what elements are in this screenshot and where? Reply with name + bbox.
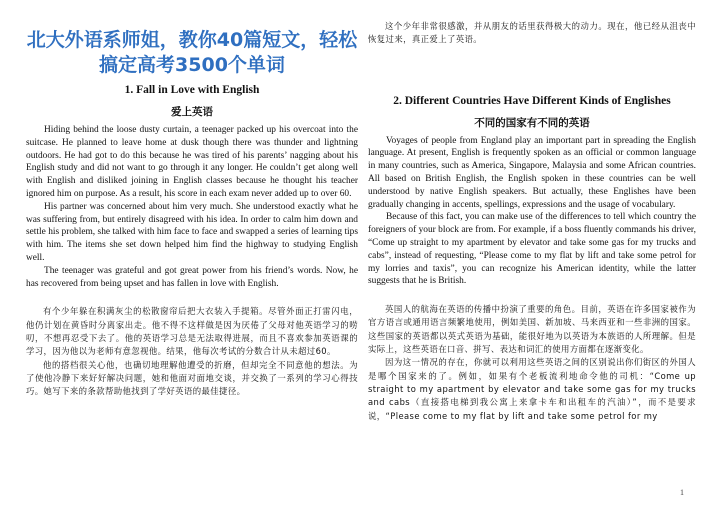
section1-en-paragraph-3: The teenager was grateful and got great power from his friend’s words. Now, he has recovered from being upset and has fallen in love with English. [26,265,358,289]
section2-chinese-text [368,303,696,423]
section2-en-paragraph-2: Because of this fact, you can make use of the differences to tell which country the foreigners of your block are from. For example, if a boss fluently commands his driver, “Come up straight to my apartment by elevator and take some gas for my trucks and cabs”, instead of requesting, “Please come to my flat by lift and take some petrol for my lorries and taxis”, you can recognize his American identity, while the latter suggests that he is British. [368,212,696,287]
section2-zh-paragraph-2: 因为这一情况的存在，你就可以利用这些英语之间的区别说出你们街区的外国人是哪个国家来的了。例如，如果有个老板流利地命令他的司机：“Come up straight to my apartment by elevator and take some gas for my trucks and cabs（直接搭电梯到我公寓上来拿卡车和出租车的汽油）”，而不是要求说，“Please come to my flat by lift and take some petrol for my [368,357,696,421]
section1-chinese-heading: 爱上英语 [171,106,213,118]
section1-zh-paragraph-1: 有个少年躲在积满灰尘的松散窗帘后把大衣装入手提箱。尽管外面正打雷闪电，他仍计划在黄昏时分离家出走。他不得不这样做是因为厌倦了父母对他英语学习的唠叨，不想再忍受下去了。他的英语学习总是无法取得进展，而且不喜欢参加英语课的学习，因为他以为老师有意忽视他。结果，他每次考试的分数合计从未超过60。 [26,306,358,357]
document-title: 北大外语系师姐，教你40篇短文，轻松搞定高考3500个单词 [26,29,358,76]
section1-en-paragraph-2: His partner was concerned about him very much. She understood exactly what he was suffering from, but entirely disagreed with his idea. In order to calm him down and settle his problem, she talked with him face to face and swapped a series of learning tips with him. The items she set down helped him find the highway to studying English well. [26,201,358,263]
section1-zh-paragraph-3: 这个少年非常很感激，并从朋友的话里获得极大的动力。现在，他已经从沮丧中恢复过来，真正爱上了英语。 [368,21,696,45]
page-number: 1 [680,488,684,497]
section1-chinese-text [26,305,358,398]
section2-english-text [368,135,696,289]
section2-heading: 2. Different Countries Have Different Kinds of Englishes [393,94,671,107]
section1-english-text [26,124,358,290]
section1-chinese-continuation [368,20,696,47]
section1-en-paragraph-1: Hiding behind the loose dusty curtain, a teenager packed up his overcoat into the suitcase. He planned to leave home at dusk though there was thunder and lightning outdoors. He had got to do this because he was tired of his parents’ nagging about his English study and did not want to go through it any longer. He couldn’t get along well with English and disliked joining in English classes because he thought his teacher ignored him on purpose. As a result, his score in each exam never added up to over 60. [26,125,358,199]
section2-en-paragraph-1: Voyages of people from England play an important part in spreading the English language. At present, English is frequently spoken as an official or common language in many countries, such as America, Singapore, Malaysia and some African countries. All based on British English, the English spoken in these countries can be well understood by native English speakers. But actually, these Englishes have been gradually changing in accents, spellings, expressions and the usage of vocabulary. [368,135,696,210]
section2-chinese-heading: 不同的国家有不同的英语 [474,116,590,129]
section1-heading: 1. Fall in Love with English [124,84,260,96]
right-column [368,14,696,423]
section2-zh-paragraph-1: 英国人的航海在英语的传播中扮演了重要的角色。目前，英语在许多国家被作为官方语言或通用语言频繁地使用，例如美国、新加坡、马来西亚和一些非洲的国家。这些国家的英语都以英式英语为基础，能很好地为以英语为本族语的人所理解。但是实际上，这些英语在口音、拼写、表达和词汇的使用方面都在逐渐变化。 [368,304,696,355]
section1-zh-paragraph-2: 他的搭档很关心他，也确切地理解他遭受的折磨，但却完全不同意他的想法。为了使他冷静下来好好解决问题，她和他面对面地交谈，并交换了一系列的学习心得技巧。她写下来的条款帮助他找到了学好英语的最佳捷径。 [26,359,358,397]
left-column [26,14,358,398]
